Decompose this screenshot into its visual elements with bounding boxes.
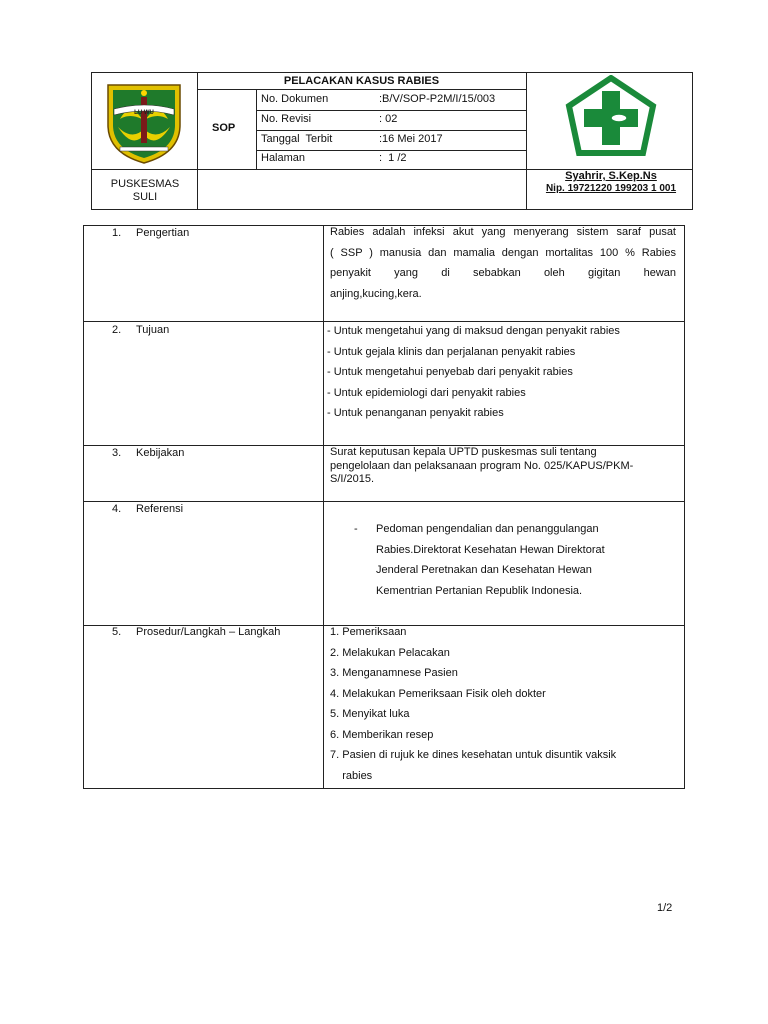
page-label: Halaman bbox=[261, 152, 306, 164]
document-title: PELACAKAN KASUS RABIES bbox=[283, 75, 440, 87]
section-content-prosedur bbox=[330, 622, 680, 786]
page-value: : 1 /2 bbox=[379, 152, 407, 164]
sop-content-table bbox=[83, 225, 685, 789]
content-line: penyakit yang di sebabkan oleh gigitan hewan bbox=[330, 267, 676, 279]
issue-date-value: :16 Mei 2017 bbox=[379, 133, 443, 145]
section-label-kebijakan: Kebijakan bbox=[136, 447, 185, 459]
content-line: 6. Memberikan resep bbox=[330, 728, 434, 741]
content-line: Surat keputusan kepala UPTD puskesmas suli tentang bbox=[330, 446, 597, 458]
section-label-prosedur: Prosedur/Langkah – Langkah bbox=[136, 626, 281, 638]
section-number: 4. bbox=[112, 503, 122, 515]
content-line: 7. Pasien di rujuk ke dines kesehatan untuk disuntik vaksik bbox=[330, 749, 617, 761]
content-line: Rabies.Direktorat Kesehatan Hewan Direktorat bbox=[376, 543, 605, 556]
header-table bbox=[91, 72, 693, 210]
content-line: - Untuk penanganan penyakit rabies bbox=[327, 407, 504, 419]
content-line: rabies bbox=[330, 769, 373, 782]
doc-number-label: No. Dokumen bbox=[261, 93, 329, 105]
content-line: - Untuk mengetahui yang di maksud dengan penyakit rabies bbox=[327, 325, 620, 337]
signer-name: Syahrir, S.Kep.Ns bbox=[565, 170, 657, 182]
content-line: - Untuk epidemiologi dari penyakit rabies bbox=[327, 386, 526, 399]
sop-label: SOP bbox=[212, 122, 236, 134]
content-line: Rabies adalah infeksi akut yang menyerang sistem saraf pusat bbox=[330, 226, 676, 238]
page-number: 1/2 bbox=[657, 902, 673, 914]
reference-bullet: - bbox=[354, 523, 358, 535]
section-label-referensi: Referensi bbox=[136, 503, 184, 515]
content-line: S/I/2015. bbox=[330, 473, 375, 485]
section-number: 3. bbox=[112, 447, 122, 459]
revision-value: : 02 bbox=[379, 113, 398, 125]
content-line: ( SSP ) manusia dan mamalia dengan mortalitas 100 % Rabies bbox=[330, 246, 676, 259]
section-content-referensi bbox=[376, 519, 676, 601]
issue-date-label: Tanggal Terbit bbox=[261, 133, 333, 145]
content-line: - Untuk gejala klinis dan perjalanan penyakit rabies bbox=[327, 345, 576, 358]
content-line: Jenderal Peretnakan dan Kesehatan Hewan bbox=[376, 564, 592, 576]
section-content-tujuan bbox=[327, 321, 677, 424]
section-content-pengertian bbox=[330, 222, 676, 304]
section-label-tujuan: Tujuan bbox=[136, 324, 170, 336]
content-line: Pedoman pengendalian dan penanggulangan bbox=[376, 523, 599, 535]
content-line: pengelolaan dan pelaksanaan program No. 025/KAPUS/PKM- bbox=[330, 459, 634, 472]
doc-number-value: :B/V/SOP-P2M/I/15/003 bbox=[379, 93, 496, 105]
section-number: 5. bbox=[112, 626, 122, 638]
section-label-pengertian: Pengertian bbox=[136, 227, 190, 239]
content-line: 2. Melakukan Pelacakan bbox=[330, 646, 450, 659]
content-line: 3. Menganamnese Pasien bbox=[330, 667, 458, 679]
luwu-emblem-logo bbox=[100, 79, 188, 165]
content-line: anjing,kucing,kera. bbox=[330, 287, 422, 300]
health-cross-logo bbox=[564, 75, 658, 159]
content-line: 1. Pemeriksaan bbox=[330, 626, 407, 638]
content-line: - Untuk mengetahui penyebab dari penyakit rabies bbox=[327, 366, 573, 378]
content-line: 4. Melakukan Pemeriksaan Fisik oleh dokter bbox=[330, 687, 546, 700]
content-line: Kementrian Pertanian Republik Indonesia. bbox=[376, 584, 583, 597]
puskesmas-name: SULI bbox=[132, 191, 158, 203]
section-content-kebijakan bbox=[330, 446, 680, 487]
puskesmas-label: PUSKESMAS bbox=[110, 178, 180, 190]
section-number: 1. bbox=[112, 227, 122, 239]
content-line: 5. Menyikat luka bbox=[330, 708, 410, 720]
emblem-text: LU WU bbox=[134, 110, 154, 116]
signer-nip: Nip. 19721220 199203 1 001 bbox=[545, 183, 677, 194]
revision-label: No. Revisi bbox=[261, 113, 312, 125]
section-number: 2. bbox=[112, 324, 122, 336]
